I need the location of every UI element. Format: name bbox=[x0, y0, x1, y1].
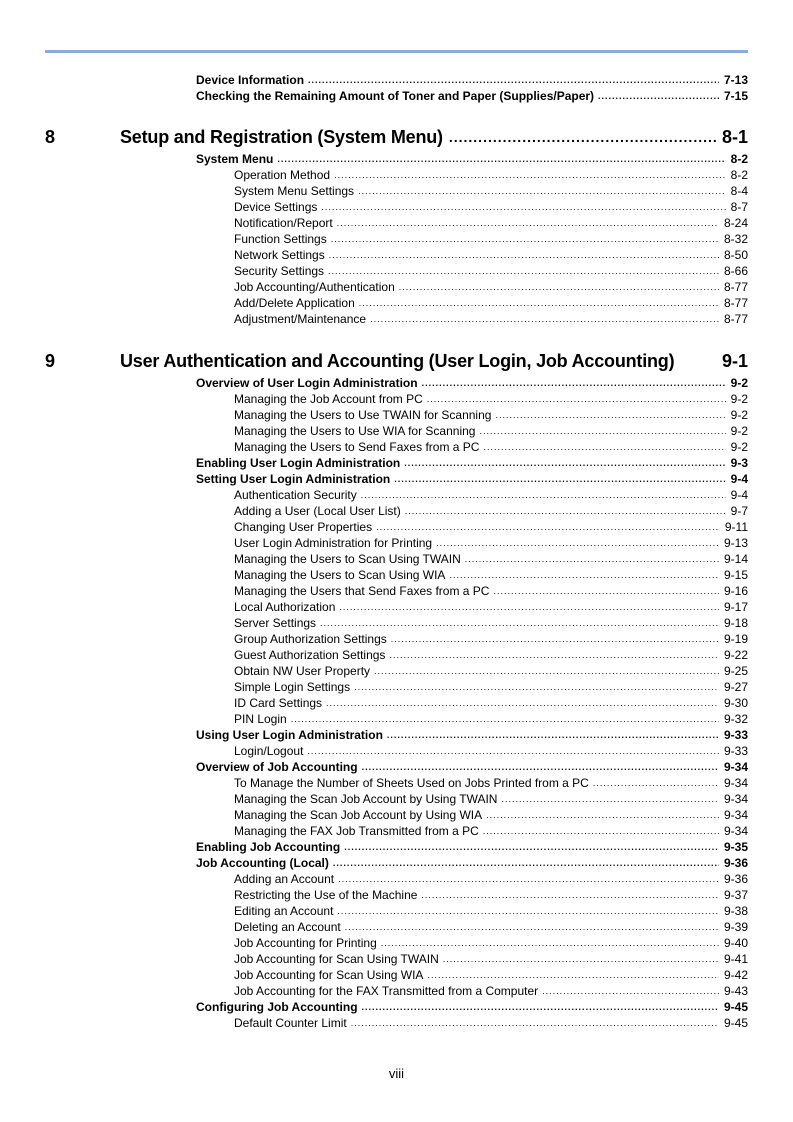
toc-entry-page: 9-45 bbox=[723, 1000, 748, 1014]
toc-entry-page: 8-2 bbox=[730, 168, 748, 182]
dot-leader bbox=[344, 839, 719, 855]
dot-leader bbox=[465, 551, 719, 567]
toc-entry-page: 8-77 bbox=[723, 312, 748, 326]
toc-entry-page: 9-17 bbox=[723, 600, 748, 614]
chapter-title: Setup and Registration (System Menu) bbox=[120, 127, 443, 147]
toc-entry-title: Setting User Login Administration bbox=[196, 472, 391, 486]
toc-entry-title: Job Accounting for the FAX Transmitted from a Computer bbox=[234, 984, 539, 998]
toc-entry-page: 9-2 bbox=[730, 440, 748, 454]
toc-entry-title: Managing the Users to Send Faxes from a PC bbox=[234, 440, 480, 454]
toc-entry-page: 9-35 bbox=[723, 840, 748, 854]
toc-entry[interactable] bbox=[234, 311, 748, 327]
toc-entry-page: 9-37 bbox=[723, 888, 748, 902]
toc-entry[interactable] bbox=[234, 967, 748, 983]
dot-leader bbox=[308, 72, 719, 88]
toc-entry[interactable] bbox=[234, 951, 748, 967]
toc-entry[interactable] bbox=[234, 887, 748, 903]
toc-entry[interactable] bbox=[234, 983, 748, 999]
toc-entry[interactable] bbox=[234, 583, 748, 599]
dot-leader bbox=[277, 151, 725, 167]
toc-entry[interactable] bbox=[234, 391, 748, 407]
toc-entry-page: 9-22 bbox=[723, 648, 748, 662]
chapter-page: 8-1 bbox=[721, 127, 748, 147]
dot-leader bbox=[427, 391, 726, 407]
toc-entry-title: PIN Login bbox=[234, 712, 287, 726]
toc-entry-page: 9-34 bbox=[723, 808, 748, 822]
toc-entry[interactable] bbox=[234, 615, 748, 631]
toc-entry-title: Restricting the Use of the Machine bbox=[234, 888, 418, 902]
toc-entry-page: 8-2 bbox=[730, 152, 748, 166]
toc-entry-title: Add/Delete Application bbox=[234, 296, 355, 310]
chapter-title: User Authentication and Accounting (User Login, Job Accounting) bbox=[120, 351, 675, 371]
toc-entry-title: To Manage the Number of Sheets Used on Jobs Printed from a PC bbox=[234, 776, 589, 790]
dot-leader bbox=[598, 88, 719, 104]
toc-entry-title: Device Information bbox=[196, 73, 305, 87]
toc-entry-page: 9-33 bbox=[723, 728, 748, 742]
toc-entry-page: 9-42 bbox=[723, 968, 748, 982]
toc-entry-page: 9-33 bbox=[723, 744, 748, 758]
dot-leader bbox=[399, 279, 719, 295]
toc-entry-title: Managing the Scan Job Account by Using TWAIN bbox=[234, 792, 498, 806]
dot-leader bbox=[376, 519, 720, 535]
toc-entry-page: 9-41 bbox=[723, 952, 748, 966]
toc-entry-title: Authentication Security bbox=[234, 488, 357, 502]
toc-entry[interactable] bbox=[196, 151, 748, 167]
toc-entry-title: System Menu bbox=[196, 152, 274, 166]
toc-entry[interactable] bbox=[196, 72, 748, 88]
toc-entry-page: 9-36 bbox=[723, 856, 748, 870]
toc-entry-page: 8-77 bbox=[723, 296, 748, 310]
toc-entry-page: 8-77 bbox=[723, 280, 748, 294]
dot-leader bbox=[449, 567, 719, 583]
toc-entry-page: 9-14 bbox=[723, 552, 748, 566]
toc-entry-title: Job Accounting for Scan Using WIA bbox=[234, 968, 424, 982]
toc-entry[interactable] bbox=[234, 567, 748, 583]
toc-entry[interactable] bbox=[234, 695, 748, 711]
dot-leader bbox=[361, 487, 726, 503]
toc-entry[interactable] bbox=[234, 791, 748, 807]
toc-entry[interactable] bbox=[234, 535, 748, 551]
dot-leader bbox=[362, 759, 719, 775]
toc-entry-title: Local Authorization bbox=[234, 600, 336, 614]
toc-entry[interactable] bbox=[234, 407, 748, 423]
dot-leader bbox=[493, 583, 719, 599]
toc-entry-title: Network Settings bbox=[234, 248, 325, 262]
dot-leader bbox=[331, 231, 719, 247]
toc-entry-title: Default Counter Limit bbox=[234, 1016, 347, 1030]
toc-entry-title: Overview of Job Accounting bbox=[196, 760, 358, 774]
toc-entry[interactable] bbox=[234, 679, 748, 695]
toc-entry-title: Editing an Account bbox=[234, 904, 334, 918]
toc-entry-page: 9-16 bbox=[723, 584, 748, 598]
toc-entry-page: 9-7 bbox=[730, 504, 748, 518]
toc-entry-page: 9-45 bbox=[723, 1016, 748, 1030]
dot-leader bbox=[328, 263, 719, 279]
dot-leader bbox=[391, 631, 719, 647]
toc-entry[interactable] bbox=[234, 423, 748, 439]
toc-entry-title: Device Settings bbox=[234, 200, 318, 214]
chapter-page: 9-1 bbox=[721, 351, 748, 371]
dot-leader bbox=[381, 935, 719, 951]
toc-entry-title: Using User Login Administration bbox=[196, 728, 383, 742]
dot-leader bbox=[404, 455, 725, 471]
page-number: viii bbox=[388, 1066, 405, 1081]
toc-entry-page: 9-4 bbox=[730, 472, 748, 486]
dot-leader bbox=[483, 823, 719, 839]
toc-entry[interactable] bbox=[196, 759, 748, 775]
toc-entry-page: 9-13 bbox=[723, 536, 748, 550]
dot-leader bbox=[337, 903, 719, 919]
dot-leader bbox=[358, 183, 726, 199]
toc-entry[interactable] bbox=[234, 503, 748, 519]
dot-leader bbox=[421, 887, 719, 903]
toc-entry-title: Enabling User Login Administration bbox=[196, 456, 401, 470]
toc-entry[interactable] bbox=[234, 263, 748, 279]
toc-entry-title: ID Card Settings bbox=[234, 696, 323, 710]
toc-entry-page: 9-2 bbox=[730, 392, 748, 406]
toc-entry-title: Job Accounting (Local) bbox=[196, 856, 329, 870]
dot-leader bbox=[329, 247, 719, 263]
dot-leader bbox=[333, 855, 719, 871]
toc-entry-title: Login/Logout bbox=[234, 744, 304, 758]
toc-entry-title: Notification/Report bbox=[234, 216, 333, 230]
toc-entry-title: User Login Administration for Printing bbox=[234, 536, 433, 550]
dot-leader bbox=[345, 919, 719, 935]
toc-entry-page: 9-2 bbox=[730, 424, 748, 438]
toc-entry-title: Managing the FAX Job Transmitted from a PC bbox=[234, 824, 479, 838]
toc-entry[interactable] bbox=[234, 1015, 748, 1031]
toc-entry-page: 8-50 bbox=[723, 248, 748, 262]
dot-leader bbox=[542, 983, 719, 999]
dot-leader bbox=[593, 775, 719, 791]
toc-entry[interactable] bbox=[234, 295, 748, 311]
toc-entry-page: 8-4 bbox=[730, 184, 748, 198]
toc-entry-page: 9-4 bbox=[730, 488, 748, 502]
toc-entry-title: Checking the Remaining Amount of Toner and Paper (Supplies/Paper) bbox=[196, 89, 595, 103]
dot-leader bbox=[486, 807, 719, 823]
toc-entry-page: 8-66 bbox=[723, 264, 748, 278]
toc-entry-title: Server Settings bbox=[234, 616, 317, 630]
toc-entry-page: 9-27 bbox=[723, 680, 748, 694]
dot-leader bbox=[339, 599, 719, 615]
toc-entry-title: Adding an Account bbox=[234, 872, 335, 886]
toc-entry[interactable] bbox=[234, 247, 748, 263]
dot-leader bbox=[354, 679, 719, 695]
toc-entry-title: Managing the Users to Scan Using WIA bbox=[234, 568, 446, 582]
toc-entry[interactable] bbox=[234, 663, 748, 679]
toc-entry-page: 9-39 bbox=[723, 920, 748, 934]
toc-chapter-9 bbox=[45, 348, 748, 1031]
header-rule bbox=[45, 50, 748, 53]
toc-entry[interactable] bbox=[234, 775, 748, 791]
toc-entry-page: 8-32 bbox=[723, 232, 748, 246]
dot-leader bbox=[405, 503, 726, 519]
chapter-number: 8 bbox=[45, 127, 56, 147]
dot-leader bbox=[436, 535, 719, 551]
toc-entry-page: 9-40 bbox=[723, 936, 748, 950]
toc-entry[interactable] bbox=[234, 599, 748, 615]
dot-leader bbox=[374, 663, 719, 679]
toc-entry-page: 9-2 bbox=[730, 408, 748, 422]
toc-entry[interactable] bbox=[234, 871, 748, 887]
toc-entry[interactable] bbox=[196, 855, 748, 871]
chapter-number: 9 bbox=[45, 351, 56, 371]
toc-entry-page: 9-34 bbox=[723, 760, 748, 774]
chapter-heading[interactable] bbox=[45, 348, 748, 374]
toc-entry-title: Job Accounting for Scan Using TWAIN bbox=[234, 952, 439, 966]
toc-entry-title: Managing the Users to Use WIA for Scanning bbox=[234, 424, 476, 438]
toc-entry-page: 9-38 bbox=[723, 904, 748, 918]
toc-entry-title: Managing the Users to Use TWAIN for Scanning bbox=[234, 408, 492, 422]
dot-leader bbox=[501, 791, 718, 807]
toc-entry-page: 9-19 bbox=[723, 632, 748, 646]
toc-entry[interactable] bbox=[196, 727, 748, 743]
toc-entry[interactable] bbox=[234, 743, 748, 759]
toc-entry[interactable] bbox=[234, 631, 748, 647]
dot-leader bbox=[389, 647, 719, 663]
dot-leader bbox=[370, 311, 719, 327]
toc-entry-page: 9-34 bbox=[723, 792, 748, 806]
dot-leader bbox=[495, 407, 725, 423]
toc-entry-page: 8-7 bbox=[730, 200, 748, 214]
toc-entry-page: 8-24 bbox=[723, 216, 748, 230]
toc-entry-title: Function Settings bbox=[234, 232, 327, 246]
toc-entry[interactable] bbox=[234, 519, 748, 535]
dot-leader bbox=[394, 471, 725, 487]
toc-entry-page: 9-43 bbox=[723, 984, 748, 998]
toc-entry-title: Deleting an Account bbox=[234, 920, 341, 934]
dot-leader bbox=[351, 1015, 719, 1031]
toc-entry[interactable] bbox=[234, 231, 748, 247]
toc-continued-entries bbox=[45, 72, 748, 104]
toc-entry-page: 9-34 bbox=[723, 776, 748, 790]
toc-entry[interactable] bbox=[196, 375, 748, 391]
toc-entry-title: Adjustment/Maintenance bbox=[234, 312, 367, 326]
toc-chapter-8 bbox=[45, 124, 748, 327]
toc-entry-title: Security Settings bbox=[234, 264, 325, 278]
toc-entry-title: Operation Method bbox=[234, 168, 331, 182]
toc-entry-page: 9-34 bbox=[723, 824, 748, 838]
toc-entry-title: Changing User Properties bbox=[234, 520, 373, 534]
chapter-heading[interactable] bbox=[45, 124, 748, 150]
dot-leader bbox=[483, 439, 725, 455]
toc-entry-page: 9-3 bbox=[730, 456, 748, 470]
toc-entry[interactable] bbox=[234, 199, 748, 215]
toc-entry-title: Configuring Job Accounting bbox=[196, 1000, 358, 1014]
dot-leader bbox=[326, 695, 719, 711]
toc-entry[interactable] bbox=[234, 647, 748, 663]
toc-entry[interactable] bbox=[234, 919, 748, 935]
dot-leader bbox=[387, 727, 719, 743]
toc-entry[interactable] bbox=[234, 279, 748, 295]
toc-entry-title: Enabling Job Accounting bbox=[196, 840, 341, 854]
toc-entry-page: 9-18 bbox=[723, 616, 748, 630]
dot-leader bbox=[334, 167, 726, 183]
dot-leader bbox=[338, 871, 719, 887]
toc-entry-title: Managing the Users to Scan Using TWAIN bbox=[234, 552, 461, 566]
toc-entry-title: Job Accounting for Printing bbox=[234, 936, 377, 950]
toc-entry-title: Guest Authorization Settings bbox=[234, 648, 386, 662]
toc-entry-title: System Menu Settings bbox=[234, 184, 355, 198]
toc-entry[interactable] bbox=[234, 183, 748, 199]
dot-leader bbox=[427, 967, 719, 983]
toc-entry[interactable] bbox=[234, 935, 748, 951]
dot-leader bbox=[307, 743, 719, 759]
toc-entry-title: Obtain NW User Property bbox=[234, 664, 371, 678]
dot-leader bbox=[320, 615, 719, 631]
toc-entry[interactable] bbox=[234, 439, 748, 455]
toc-entry[interactable] bbox=[234, 167, 748, 183]
toc-entry-title: Managing the Users that Send Faxes from a PC bbox=[234, 584, 490, 598]
toc-entry[interactable] bbox=[196, 839, 748, 855]
toc-entry-page: 9-11 bbox=[724, 520, 748, 534]
dot-leader bbox=[291, 711, 719, 727]
toc-entry-page: 9-15 bbox=[723, 568, 748, 582]
dot-leader bbox=[479, 423, 725, 439]
toc-entry-title: Adding a User (Local User List) bbox=[234, 504, 401, 518]
toc-entry-page: 9-25 bbox=[723, 664, 748, 678]
dot-leader bbox=[449, 124, 718, 150]
toc-entry-page: 9-32 bbox=[723, 712, 748, 726]
toc-entry[interactable] bbox=[196, 999, 748, 1015]
dot-leader bbox=[422, 375, 726, 391]
dot-leader bbox=[359, 295, 719, 311]
toc-entry-title: Managing the Scan Job Account by Using WIA bbox=[234, 808, 483, 822]
toc-entry-title: Overview of User Login Administration bbox=[196, 376, 418, 390]
toc-entry-page: 7-15 bbox=[723, 89, 748, 103]
toc-entry[interactable] bbox=[196, 88, 748, 104]
dot-leader bbox=[362, 999, 719, 1015]
toc-entry[interactable] bbox=[234, 215, 748, 231]
toc-entry-title: Group Authorization Settings bbox=[234, 632, 387, 646]
toc-entry-title: Job Accounting/Authentication bbox=[234, 280, 395, 294]
toc-entry[interactable] bbox=[234, 903, 748, 919]
toc-entry-page: 9-36 bbox=[723, 872, 748, 886]
dot-leader bbox=[337, 215, 719, 231]
toc-entry-title: Managing the Job Account from PC bbox=[234, 392, 423, 406]
toc-entry-title: Simple Login Settings bbox=[234, 680, 351, 694]
toc-entry[interactable] bbox=[234, 551, 748, 567]
toc-entry[interactable] bbox=[234, 487, 748, 503]
toc-entry-page: 7-13 bbox=[723, 73, 748, 87]
toc-entry-page: 9-30 bbox=[723, 696, 748, 710]
toc-entry[interactable] bbox=[234, 711, 748, 727]
toc-entry[interactable] bbox=[196, 471, 748, 487]
toc-entry[interactable] bbox=[196, 455, 748, 471]
toc-entry[interactable] bbox=[234, 823, 748, 839]
toc-entry-page: 9-2 bbox=[730, 376, 748, 390]
toc-entry[interactable] bbox=[234, 807, 748, 823]
dot-leader bbox=[321, 199, 725, 215]
dot-leader bbox=[443, 951, 719, 967]
